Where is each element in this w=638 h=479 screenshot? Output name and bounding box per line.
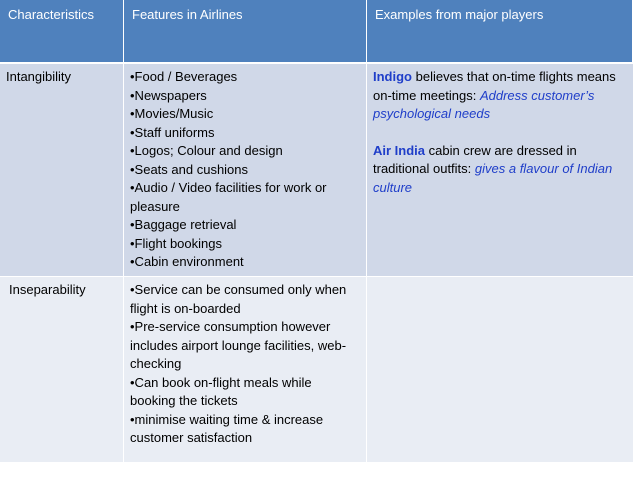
feature-item: •Logos; Colour and design [130, 143, 283, 158]
feature-item: •Staff uniforms [130, 124, 215, 140]
header-characteristics: Characteristics [0, 0, 124, 64]
example-emphasis: gives a flavour of Indian culture [373, 161, 613, 195]
feature-item: •Pre-service consumption however includes airport lounge facilities, web-checking [130, 319, 347, 371]
feature-item: •Service can be consumed only when flight is on-boarded [130, 282, 347, 316]
feature-item: •minimise waiting time & increase customer satisfaction [130, 411, 324, 445]
feature-item: •Cabin environment [130, 254, 244, 269]
row-inseparability-examples [367, 277, 633, 462]
example-text: cabin crew are dressed in traditional outfits: [373, 142, 577, 176]
feature-item: •Seats and cushions [130, 161, 249, 177]
feature-item: •Newspapers [130, 87, 207, 103]
feature-item: •Flight bookings [130, 235, 222, 251]
row-intangibility-features [124, 64, 367, 277]
header-examples: Examples from major players [367, 0, 633, 64]
feature-item: •Can book on-flight meals while booking the tickets [130, 374, 312, 408]
row-intangibility-characteristic: Intangibility [0, 64, 124, 277]
company-name: Air India [373, 142, 426, 158]
row-inseparability-features [124, 277, 367, 462]
feature-item: •Baggage retrieval [130, 217, 237, 232]
example-text: believes that on-time flights means on-time meetings: [373, 69, 616, 103]
company-name: Indigo [373, 69, 412, 84]
feature-item: •Movies/Music [130, 106, 214, 121]
example-indigo [373, 68, 627, 124]
row-inseparability-characteristic: Inseparability [0, 277, 124, 462]
example-air-india [373, 142, 627, 198]
feature-item: •Audio / Video facilities for work or pleasure [130, 180, 327, 214]
header-features: Features in Airlines [124, 0, 367, 64]
row-intangibility-examples [367, 64, 633, 277]
example-emphasis: Address customer’s psychological needs [373, 87, 595, 121]
feature-item: •Food / Beverages [130, 69, 238, 84]
